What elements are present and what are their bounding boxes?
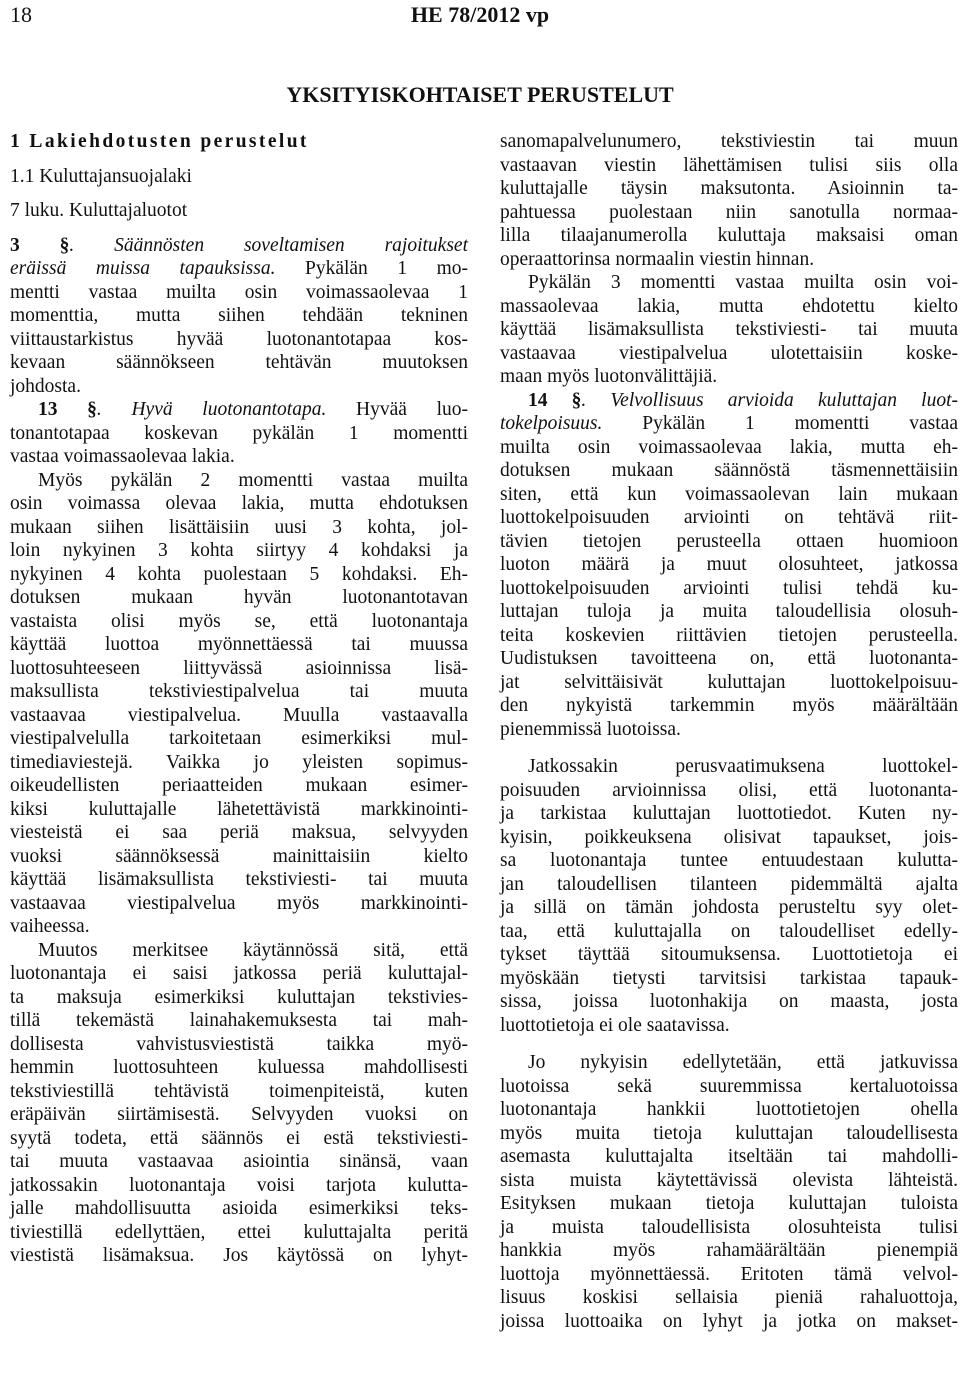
text-line: luottokelpoisuuden arviointi on tehtävä riit- [500, 507, 958, 528]
text-line: tykset täyttää sitoumuksensa. Luottotietoja ei [500, 944, 958, 965]
text-line: kuluttajalle täysin maksutonta. Asioinnin ta- [500, 178, 958, 199]
chapter-heading: 7 luku. Kuluttajaluotot [10, 200, 188, 221]
text-line: lisuus koskisi sellaisia pieniä rahaluottoja, [500, 1287, 958, 1308]
section-3-number: 3 [10, 234, 20, 256]
text-line: vastaavaa viestipalvelua ulotettaisiin koske- [500, 342, 958, 364]
text-line: timediaviestejä. Vaikka jo yleisten sopimus- [10, 751, 468, 773]
text-line: poisuuden arvioinnissa olisi, että luotonanta- [500, 779, 958, 801]
text-line: luottokelpoisuuden arviointi tulisi tehdä ku- [500, 577, 958, 599]
text-line: syytä todeta, että säännös ei estä tekstiviesti- [10, 1127, 468, 1149]
section-3-text-start: Pykälän 1 mo- [275, 258, 469, 279]
text-line: dotuksen mukaan säännöstä täsmennettäisiin [500, 460, 958, 481]
section-3-heading [10, 234, 468, 258]
text-line: Esityksen mukaan tietoja kuluttajan tuloista [500, 1193, 958, 1214]
section-13-title: . Hyvä luotonantotapa. [96, 399, 327, 420]
text-line: kiksi kuluttajalle lähetettävistä markkinointi- [10, 798, 468, 820]
text-line: vastaavaa viestipalvelua. Muulla vastaavalla [10, 704, 468, 726]
section-mark: § [547, 389, 582, 411]
page-number: 18 [10, 2, 32, 27]
text-line: pahtuessa puolestaan niin sanotulla normaa- [500, 201, 958, 223]
text-line: tillä tekemästä lainahakemuksesta tai mah- [10, 1010, 468, 1031]
text-line: tekstiviestillä tehtävistä toimenpiteistä, kuten [10, 1080, 468, 1102]
text-line: jat selvittäisivät kuluttajan luottokelpoisuu- [500, 671, 958, 693]
section-13-number: 13 [38, 399, 58, 420]
text-line: sa luotonantaja tuntee entuudestaan kulutta- [500, 850, 958, 871]
text-line: massaolevaa lakia, mutta ehdotettu kielto [500, 295, 958, 317]
text-line: Jo nykyisin edellytetään, että jatkuvissa [528, 1052, 958, 1073]
text-line: siten, että kun voimassaolevan lain mukaan [500, 483, 958, 505]
text-line: luoton määrä ja muut olosuhteet, jatkossa [500, 554, 958, 575]
text-line: tonantotapaa koskevan pykälän 1 momentti [10, 422, 468, 444]
left-column [10, 130, 468, 1268]
text-line: myöskään tietysti tarvitsisi tarkistaa tapauk- [500, 967, 958, 989]
text-line: ja tarkistaa kuluttajan luottotiedot. Kuten ny- [500, 803, 958, 824]
text-line: muilta osin voimassaolevaa lakia, mutta eh- [500, 436, 958, 458]
text-line: viesteistä ei saa periä maksua, selvyyden [10, 822, 468, 843]
section-14-title: . Velvollisuus arvioida kuluttajan luot- [581, 389, 958, 411]
section-3-title-cont: eräissä muissa tapauksissa. [10, 258, 276, 279]
section-mark: § [19, 234, 70, 256]
text-line: Jatkossakin perusvaatimuksena luottokel- [528, 756, 958, 777]
text-line: jan taloudellisen tilanteen pidemmältä ajalta [500, 873, 958, 895]
text-line: joissa luottoaika on lyhyt ja jotka on makset- [500, 1310, 958, 1332]
text-line: nykyinen 4 kohta puolestaan 5 kohdaksi. Eh- [10, 563, 468, 585]
text-line: johdosta. [10, 375, 81, 397]
heading-level-1: 1 Lakiehdotusten perustelut [10, 131, 309, 152]
text-line: viestistä lisämaksua. Jos käytössä on lyhyt- [10, 1245, 468, 1266]
text-line: ja sillä on tämän johdosta perusteltu syy olet- [500, 897, 958, 918]
text-line: operaattorinsa normaalin viestin hinnan. [500, 248, 815, 270]
text-line: sanomapalvelunumero, tekstiviestin tai muun [500, 131, 958, 152]
text-line: vastaavan viestin lähettämisen tulisi siis olla [500, 154, 958, 176]
text-line: teita koskevien riittävien tietojen perusteella. [500, 624, 958, 646]
text-line: eräpäivän siirtämisestä. Selvyyden vuoksi on [10, 1104, 468, 1125]
text-line: oikeudellisten periaatteiden mukaan esimer- [10, 775, 468, 796]
text-line: jatkossakin luotonantaja voisi tarjota kulutta- [10, 1174, 468, 1196]
text-line: Uudistuksen tavoitteena on, että luotonanta- [500, 648, 958, 669]
text-line: tai muuta vastaavaa asiointia sinänsä, vaan [10, 1151, 468, 1172]
section-mark: § [57, 399, 97, 420]
text-line: jalle mahdollisuutta asioida esimerkiksi teks- [10, 1198, 468, 1219]
text-line: mukaan siihen lisättäisiin uusi 3 kohta, jol- [10, 516, 468, 538]
section-14-number: 14 [528, 389, 548, 411]
text-line: osin voimassa olevaa lakia, mutta ehdotuksen [10, 493, 468, 514]
text-line: kyisin, poikkeuksena olisivat tapaukset, jois- [500, 826, 958, 848]
text-line: mentti vastaa muilta osin voimassaolevaa 1 [10, 281, 468, 303]
text-line: dotuksen mukaan hyvän luotonantotavan [10, 587, 468, 608]
text-line: tiviestillä edellyttäen, ettei kuluttajalta peritä [10, 1221, 468, 1243]
text-line: Muutos merkitsee käytännössä sitä, että [38, 939, 468, 961]
text-line: viittaustarkistus hyvää luotonantotapaa kos- [10, 328, 468, 350]
text-line: dollisesta vahvistusviestistä taikka myö- [10, 1033, 468, 1055]
text-line: käyttää lisämaksullista tekstiviesti- tai muuta [10, 869, 468, 890]
section-title: YKSITYISKOHTAISET PERUSTELUT [286, 82, 674, 107]
text-line: sissa, joissa luotonhakija on maasta, josta [500, 991, 958, 1012]
text-line: vastaista olisi myös se, että luotonantaja [10, 610, 468, 632]
text-line: hankkia myös rahamäärältään pienempiä [500, 1240, 958, 1261]
text-line: viestipalvelulla tarkoitetaan esimerkiksi mul- [10, 728, 468, 749]
text-line: luotoissa sekä suuremmissa kertaluotoissa [500, 1075, 958, 1097]
text-line: luotonantaja hankkii luottotietojen ohella [500, 1099, 958, 1120]
text-line: sista muista käytettävissä olevista lähteistä. [500, 1169, 958, 1191]
text-line: Pykälän 3 momentti vastaa muilta osin voi- [528, 272, 958, 293]
text-line: lilla tilaajanumerolla kuluttaja maksaisi oman [500, 225, 958, 246]
section-13-heading [10, 398, 468, 422]
text-line: den nykyistä tarkemmin myös määrältään [500, 695, 958, 716]
text-line: ja muista taloudellisista olosuhteista tulisi [500, 1216, 958, 1238]
text-line: asemasta kuluttajalta itseltään tai mahdolli- [500, 1146, 958, 1167]
section-14-text-start: Pykälän 1 momentti vastaa [602, 413, 958, 434]
text-line: pienemmissä luotoissa. [500, 718, 681, 740]
section-3-text [10, 257, 468, 281]
text-line: loin nykyinen 3 kohta siirtyy 4 kohdaksi ja [10, 540, 468, 561]
text-line: hemmin luottosuhteen kuluessa mahdollisesti [10, 1057, 468, 1078]
text-line: maan myös luotonvälittäjiä. [500, 366, 718, 387]
right-column [500, 130, 958, 1333]
text-line: Myös pykälän 2 momentti vastaa muilta [38, 469, 468, 491]
text-line: tävien tietojen perusteella ottaen huomioon [500, 530, 958, 552]
text-line: luotonantaja ei saisi jatkossa periä kuluttajal- [10, 963, 468, 984]
section-14-text [500, 412, 958, 436]
text-line: vuoksi säännöksessä mainittaisiin kielto [10, 845, 468, 867]
section-3-title: . Säännösten soveltamisen rajoitukset [69, 234, 468, 256]
text-line: ta maksuja esimerkiksi kuluttajan tekstivies- [10, 986, 468, 1008]
section-14-title-cont: tokelpoisuus. [500, 413, 603, 434]
document-id: HE 78/2012 vp [410, 2, 550, 27]
text-line: vastaavaa viestipalvelua myös markkinointi- [10, 892, 468, 914]
text-line: taa, että kuluttajalla on taloudelliset edelly- [500, 920, 958, 942]
text-line: kevaan säännökseen tehtävän muutoksen [10, 352, 468, 373]
section-14-heading [500, 389, 958, 413]
text-line: momenttia, mutta siihen tehdään tekninen [10, 305, 468, 326]
text-line: luttajan tuloja ja muita taloudellisia olosuh- [500, 601, 958, 622]
heading-level-2: 1.1 Kuluttajansuojalaki [10, 165, 192, 187]
section-13-text-start: Hyvää luo- [326, 399, 468, 420]
text-line: luottotietoja ei ole saatavissa. [500, 1014, 730, 1036]
text-line: luottosuhteeseen liittyvässä asioinnissa lisä- [10, 657, 468, 679]
text-line: maksullista tekstiviestipalvelua tai muuta [10, 681, 468, 702]
text-line: myös muita tietoja kuluttajan taloudellisesta [500, 1122, 958, 1144]
text-line: luottoja myönnettäessä. Eritoten tämä velvol- [500, 1263, 958, 1285]
text-line: käyttää luottoa myönnettäessä tai muussa [10, 634, 468, 655]
text-line: vastaa voimassaolevaa lakia. [10, 446, 235, 467]
text-line: vaiheessa. [10, 916, 90, 937]
text-line: käyttää lisämaksullista tekstiviesti- tai muuta [500, 319, 958, 340]
